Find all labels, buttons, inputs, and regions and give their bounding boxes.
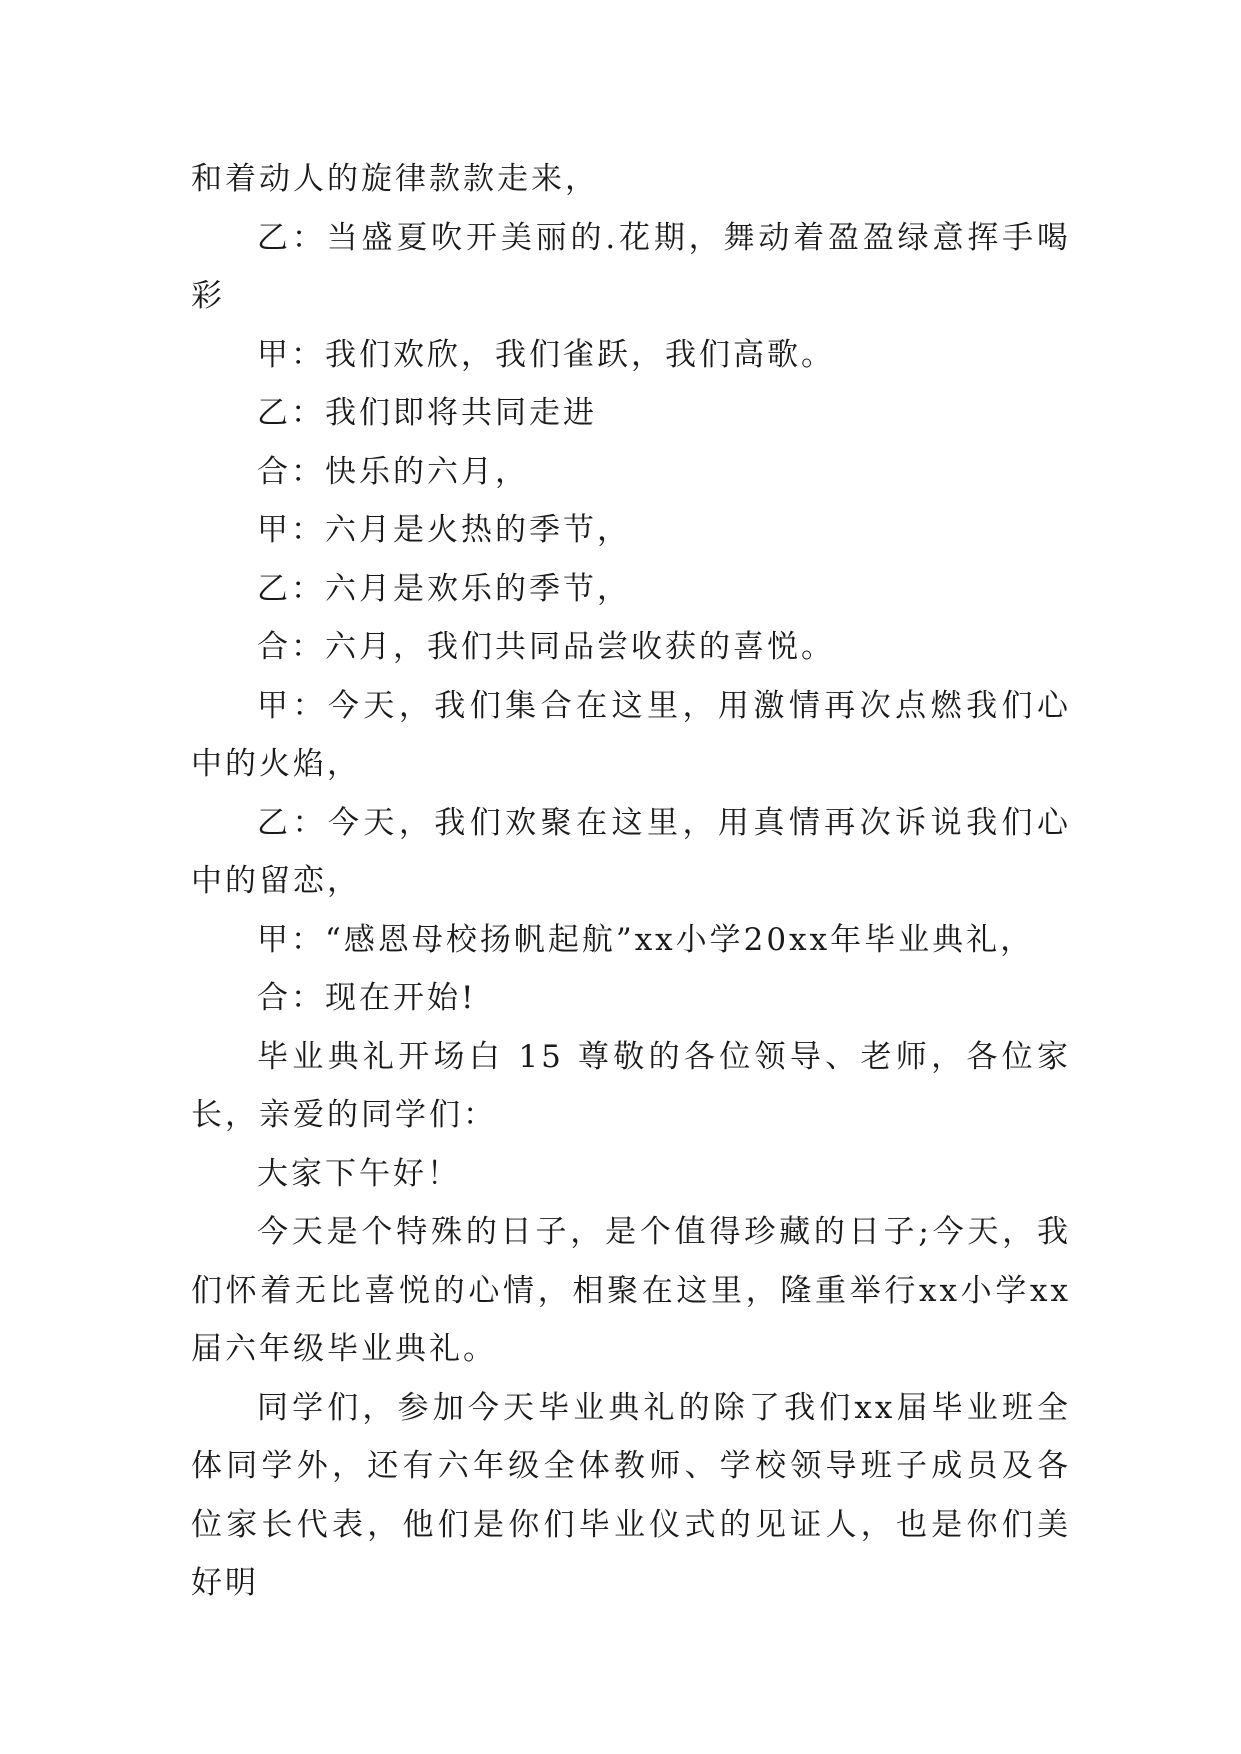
paragraph: 今天是个特殊的日子，是个值得珍藏的日子;今天，我们怀着无比喜悦的心情，相聚在这里，隆重举行xx小学xx届六年级毕业典礼。 xyxy=(191,1214,1071,1367)
paragraph: 同学们，参加今天毕业典礼的除了我们xx届毕业班全体同学外，还有六年级全体教师、学校领导班子成员及各位家长代表，他们是你们毕业仪式的见证人，也是你们美好明 xyxy=(191,1389,1071,1601)
paragraph: 乙：六月是欢乐的季节， xyxy=(257,570,631,607)
paragraph: 乙：今天，我们欢聚在这里，用真情再次诉说我们心中的留恋， xyxy=(191,804,1071,899)
paragraph: 甲：今天，我们集合在这里，用激情再次点燃我们心中的火焰， xyxy=(191,687,1071,782)
paragraph: 合：现在开始! xyxy=(257,980,477,1016)
paragraph: 合：六月，我们共同品尝收获的喜悦。 xyxy=(257,629,835,665)
paragraph: 和着动人的旋律款款走来， xyxy=(191,161,599,197)
paragraph: 合：快乐的六月， xyxy=(257,453,529,490)
paragraph: 甲：“感恩母校扬帆起航”xx小学20xx年毕业典礼， xyxy=(257,921,1035,958)
paragraph: 甲：六月是火热的季节， xyxy=(257,512,631,548)
document-body xyxy=(191,150,1071,1613)
paragraph: 乙：当盛夏吹开美丽的.花期，舞动着盈盈绿意挥手喝彩 xyxy=(191,219,1071,314)
paragraph: 甲：我们欢欣，我们雀跃，我们高歌。 xyxy=(257,336,835,373)
paragraph: 大家下午好！ xyxy=(257,1155,461,1192)
paragraph: 乙：我们即将共同走进 xyxy=(257,395,597,431)
paragraph: 毕业典礼开场白 15 尊敬的各位领导、老师，各位家长，亲爱的同学们： xyxy=(191,1038,1071,1133)
